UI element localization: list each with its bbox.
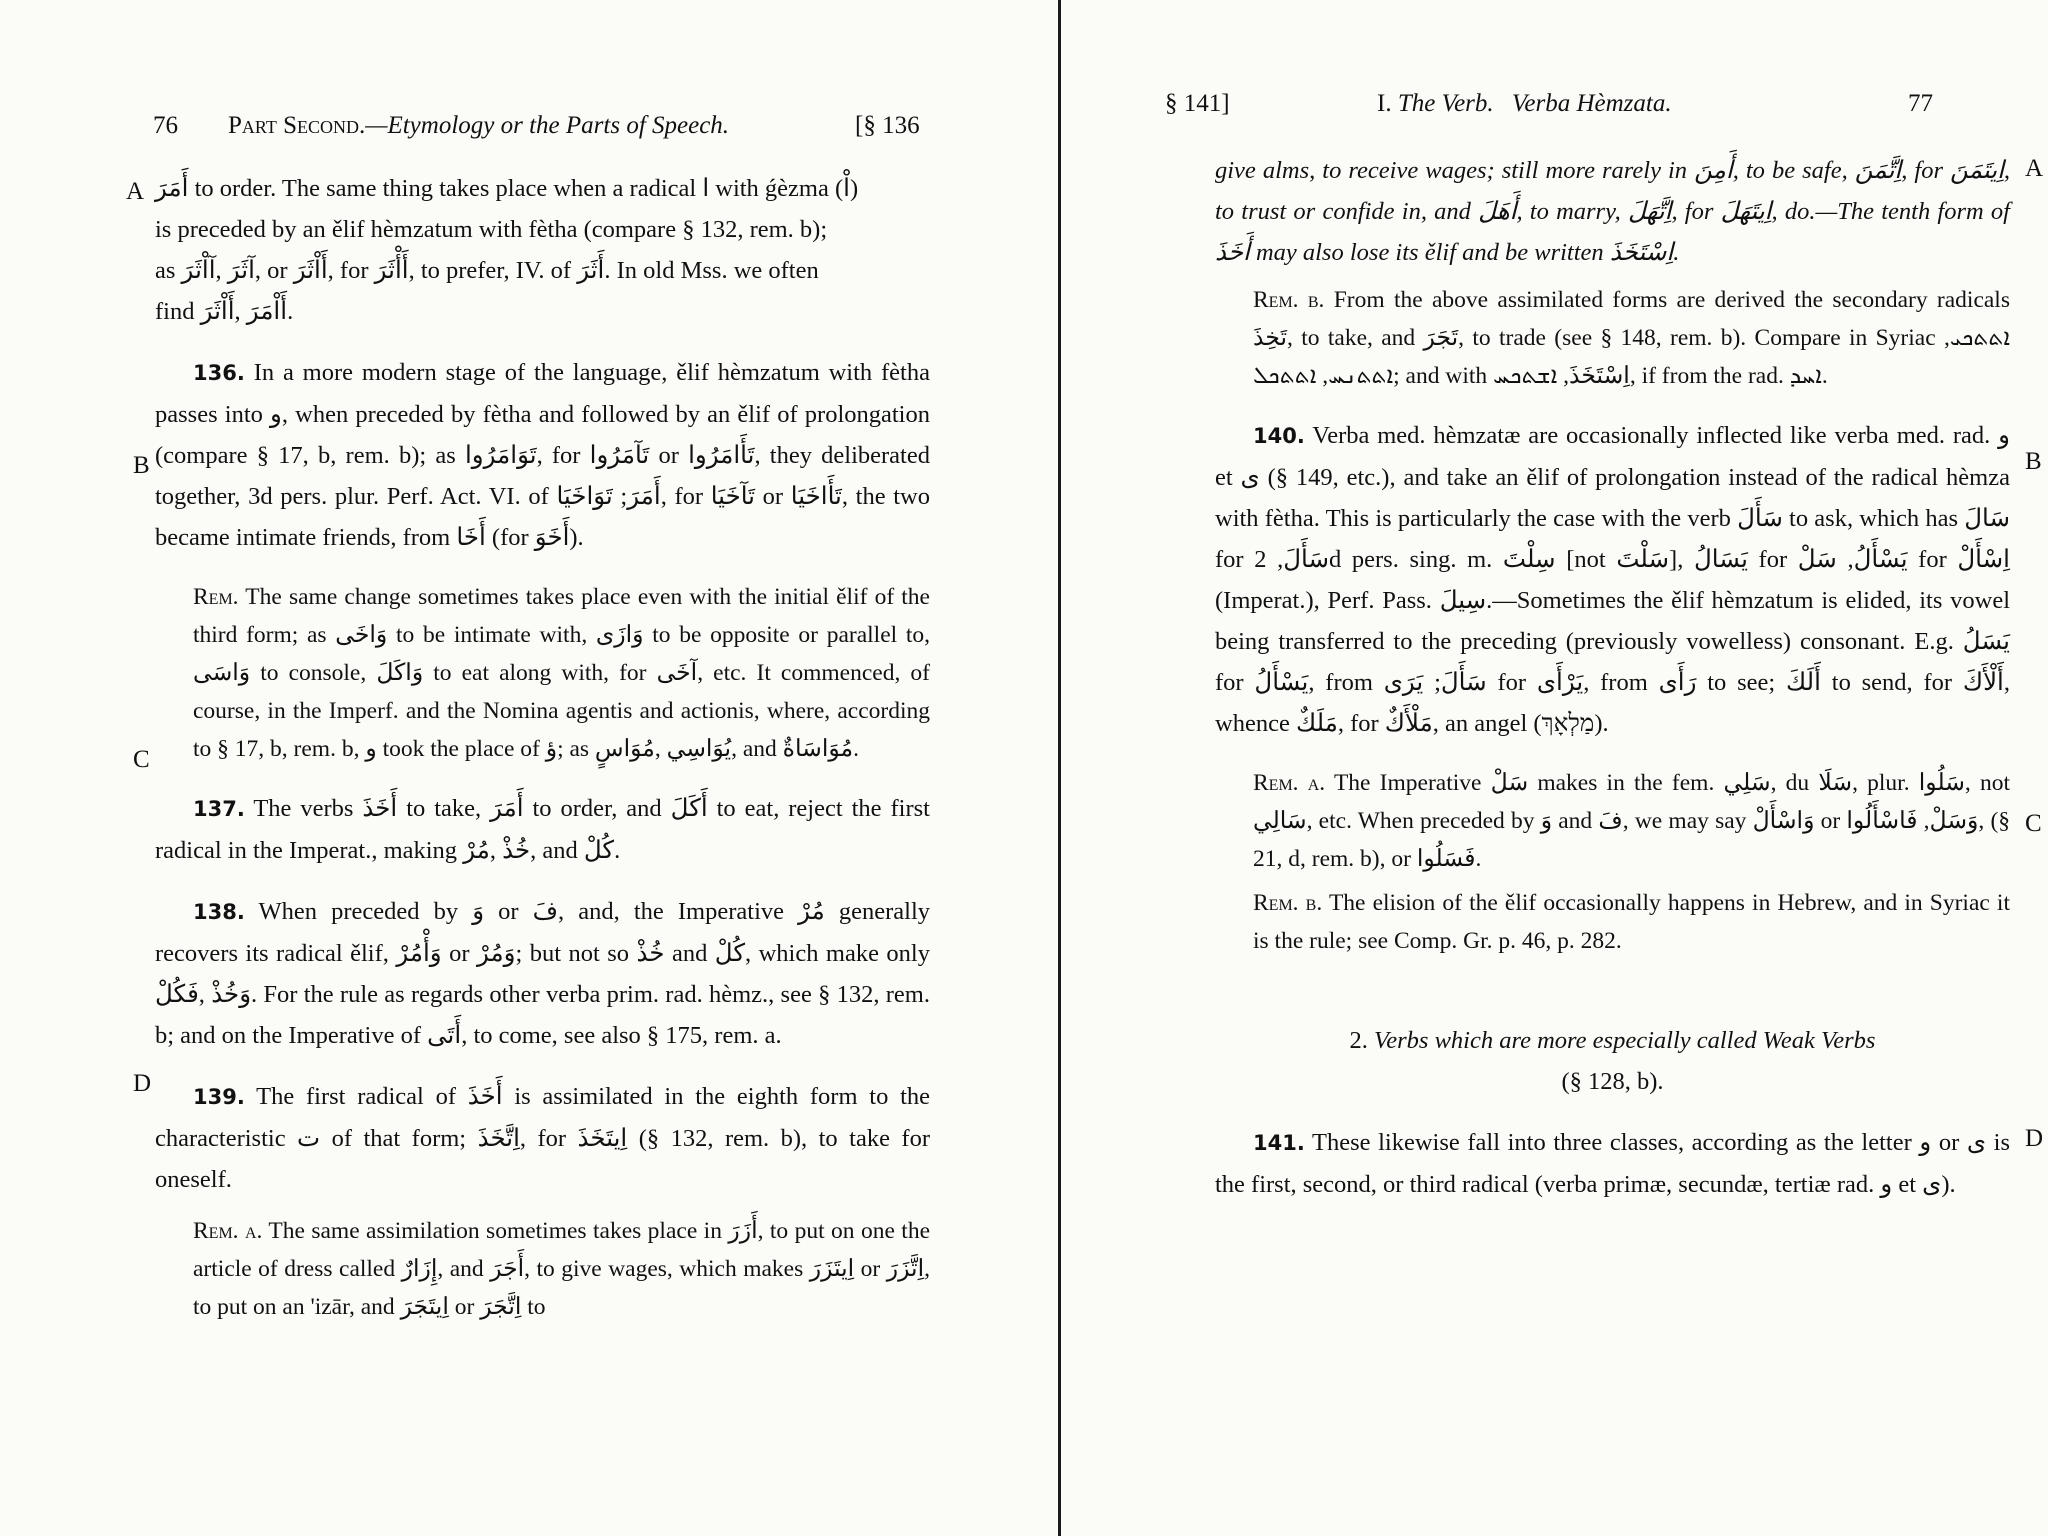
running-title-italic: —Etymology or the Parts of Speech. (365, 112, 730, 139)
chapter-subtitle: Verba Hèmzata. (1511, 90, 1672, 117)
paragraph-number: 140. (1253, 424, 1305, 448)
remark-text: The same change sometimes takes place even with the initial ělif of the third form; as وَاخَى to be intimate with, وَازَى to be opposite or parallel to, وَاسَى to console, وَاكَلَ to eat along with, for آخَى, etc. It commenced, of course, in the Imperf. and the Nomina agentis and actionis, where, according to § 17, b, rem. b, و took the place of ؤ; as يُوَاسِي ,مُوَاسٍ, and مُوَاسَاةٌ. (193, 584, 931, 762)
remark-139-a (155, 1212, 930, 1326)
paragraph-136 (155, 352, 930, 558)
section-reference: § 141] (1165, 90, 1230, 117)
paragraph-137 (155, 788, 930, 871)
remark-a (1215, 764, 2010, 878)
right-page (1065, 0, 2048, 1536)
text-line: as آثَرَ ,آاْثَرَ, or أَاْثَرَ, for أَأْثَرَ, to prefer, IV. of أَثَرَ. In old Mss. we often (155, 257, 819, 284)
paragraph-text: Verba med. hèmzatæ are occasionally inflected like verba med. rad. و et ى (§ 149, etc.), and take an ělif of prolongation instead of the radical hèmza with fètha. This is particularly the case with the verb سَأَلَ to ask, which has سَالَ for سَأَلَ, 2d pers. sing. m. سِلْتَ [not سَلْتَ], يَسَالُ for يَسْأَلُ, سَلْ for اِسْأَلْ (Imperat.), Perf. Pass. سِيلَ.—Sometimes the ělif hèmzatum is elided, its vowel being transferred to the preceding (previously vowelless) consonant. E.g. يَسَلُ for يَسْأَلُ, from سَأَلَ; يَرَى for يَرْأَى, from رَأَى to see; أَلَكَ to send, for أَلْأَكَ, whence مَلَكٌ, for مَلْأَكٌ, an angel (מַלְאָךְ). (1215, 422, 2011, 737)
margin-letter-d: D (2025, 1125, 2044, 1152)
text-line: is preceded by an ělif hèmzatum with fètha (compare § 132, rem. b); (155, 216, 828, 243)
remark-text: The Imperative سَلْ makes in the fem. سَلِي, du سَلَا, plur. سَلُوا, not سَالِي, etc. When preceded by وَ and فَ, we may say وَاسْأَلْ or وَسَلْ, فَاسْأَلُوا, (§ 21, d, rem. b), or فَسَلُوا. (1253, 770, 2011, 872)
continuation-paragraph (155, 168, 930, 332)
margin-letter-a: A (2025, 155, 2044, 182)
margin-letter-b: B (133, 452, 150, 479)
chapter-title: The Verb. (1397, 90, 1494, 117)
remark-136 (155, 578, 930, 768)
margin-letter-b: B (2025, 448, 2042, 475)
remark-label: Rem. (193, 584, 239, 610)
remark-label: Rem. a. (1253, 770, 1326, 796)
margin-letter-c: C (2025, 810, 2042, 837)
chapter-number: I. (1377, 90, 1392, 117)
page-gutter-divider (1058, 0, 1061, 1536)
running-title (228, 112, 729, 140)
paragraph-text: The first radical of أَخَذَ is assimilated in the eighth form to the characteristic ت of that form; اِتَّخَذَ, for اِيتَخَذَ (§ 132, rem. b), to take for oneself. (155, 1083, 931, 1193)
running-title (1377, 90, 1672, 118)
margin-letter-c: C (133, 746, 150, 773)
running-title-part: Part Second. (228, 112, 366, 139)
paragraph-141 (1215, 1122, 2010, 1205)
section-heading (1215, 1020, 2010, 1102)
remark-label: Rem. a. (193, 1218, 263, 1244)
paragraph-text: When preceded by وَ or فَ, and, the Imperative مُرْ generally recovers its radical ělif, وَأْمُرْ or وَمُرْ; but not so خُذْ and كُلْ, which make only وَخُذْ ,فَكُلْ. For the rule as regards other verba prim. rad. hèmz., see § 132, rem. b; and on the Imperative of أَتَى, to come, see also § 175, rem. a. (155, 898, 931, 1049)
remark-text: The same assimilation sometimes takes place in أَزَرَ, to put on one the article of dress called إِزَارٌ, and أَجَرَ, to give wages, which makes اِيتَزَرَ or اِتَّزَرَ, to put on an 'izār, and اِيتَجَرَ or اِتَّجَرَ to (193, 1218, 931, 1320)
text-line: أَمَرَ to order. The same thing takes place when a radical ا with ǵèzma (اْ) (155, 175, 859, 202)
margin-letter-a: A (126, 178, 145, 205)
remark-text: From the above assimilated forms are derived the secondary radicals تَخِذَ, to take, and تَجَرَ, to trade (see § 148, rem. b). Compare in Syriac ܐܬܬܟܝ, ܐܬܬܢܚ, ܐܬܬܟܠ; and with اِسْتَخَذَ, ܐܫܬܟܚ, if from the rad. ܐܚܕ. (1253, 287, 2010, 389)
paragraph-number: 141. (1253, 1131, 1305, 1155)
margin-letter-d: D (133, 1070, 152, 1097)
remark-text: The elision of the ělif occasionally happens in Hebrew, and in Syriac it is the rule; see Comp. Gr. p. 46, p. 282. (1253, 890, 2010, 954)
paragraph-number: 136. (193, 361, 245, 385)
page-number: 76 (153, 112, 178, 139)
text-line: find أَاْمَرَ ,أَاْثَرَ. (155, 298, 294, 325)
remark-label: Rem. b. (1253, 287, 1325, 313)
section-title: Verbs which are more especially called Weak Verbs (1374, 1027, 1876, 1054)
section-reference: (§ 128, b). (1561, 1068, 1664, 1095)
paragraph-text: These likewise fall into three classes, according as the letter و or ى is the first, second, or third radical (verba primæ, secundæ, tertiæ rad. و et ى). (1215, 1129, 2010, 1198)
paragraph-138 (155, 891, 930, 1056)
paragraph-140 (1215, 415, 2010, 744)
remark-b (1215, 281, 2010, 395)
left-page-body (155, 168, 930, 1326)
paragraph-139 (155, 1076, 930, 1200)
remark-label: Rem. b. (1253, 890, 1323, 916)
page-number: 77 (1908, 90, 1933, 117)
paragraph-text: The verbs أَخَذَ to take, أَمَرَ to order, and أَكَلَ to eat, reject the first radical in the Imperat., making خُذْ ,مُرْ, and كُلْ. (155, 795, 930, 864)
paragraph-text: give alms, to receive wages; still more rarely in أَمِنَ, to be safe, اِتَّمَنَ, for اِيتَمَنَ, to trust or confide in, and أَهَلَ, to marry, اِتَّهَلَ, for اِيتَهَلَ, do.—The tenth form of أَخَذَ may also lose its ělif and be written اِسْتَخَذَ. (1215, 157, 2011, 266)
section-number: 2. (1349, 1027, 1368, 1054)
paragraph-number: 138. (193, 900, 245, 924)
continuation-paragraph (1215, 150, 2010, 273)
paragraph-number: 139. (193, 1085, 245, 1109)
remark-b-elision (1215, 884, 2010, 960)
section-reference: [§ 136 (855, 112, 920, 139)
right-page-body (1215, 150, 2010, 1205)
paragraph-text: In a more modern stage of the language, ělif hèmzatum with fètha passes into و, when preceded by fètha and followed by an ělif of prolongation (compare § 17, b, rem. b); as تَوَامَرُوا, for تَآمَرُوا or تَأَامَرُوا, they deliberated together, 3d pers. plur. Perf. Act. VI. of أَمَرَ; تَوَاخَيَا, for تَآخَيَا or تَأَاخَيَا, the two became intimate friends, from أَخَا (for أَخَوَ). (155, 359, 930, 551)
paragraph-number: 137. (193, 797, 245, 821)
